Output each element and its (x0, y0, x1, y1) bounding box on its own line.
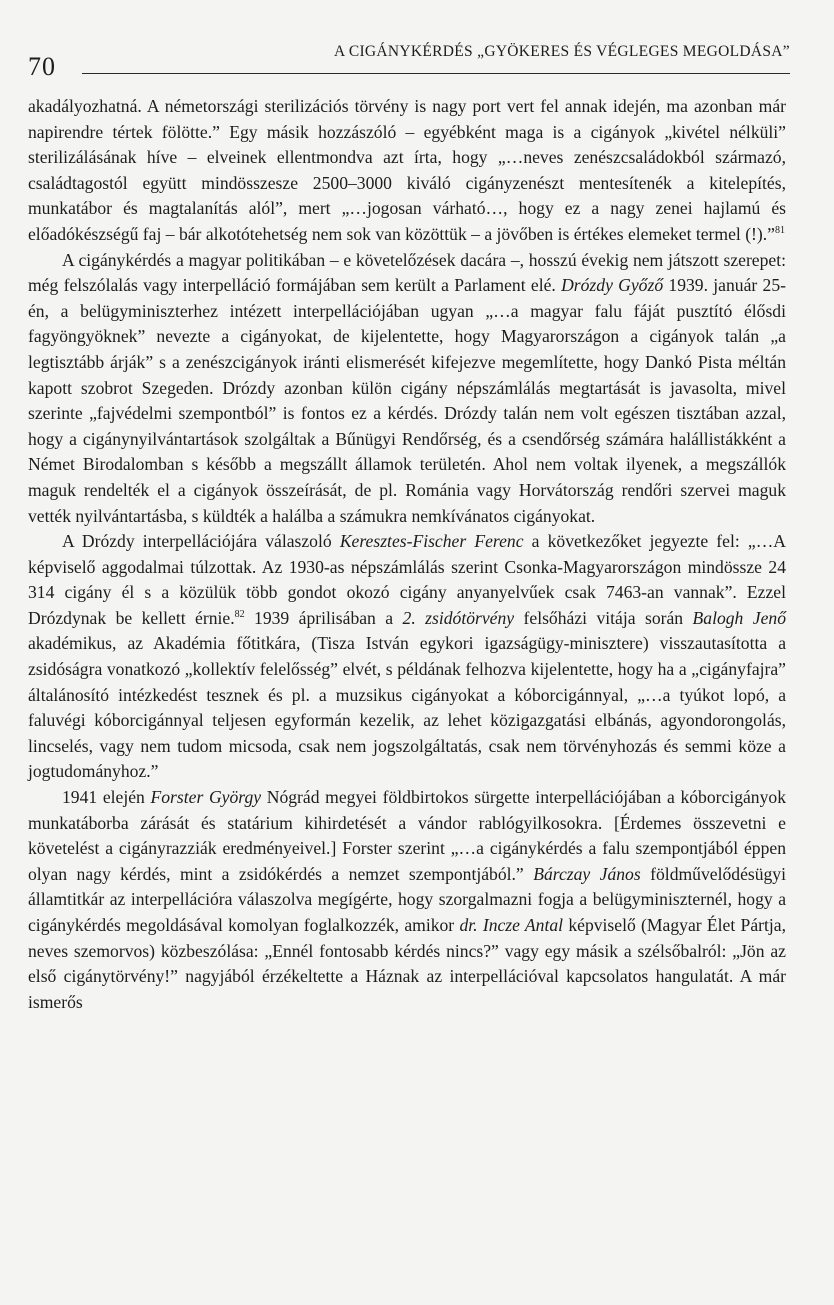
text-run: képviselő (Magyar Élet Pártja, neves szemorvos) közbeszólása: „Ennél fontosabb kérdés nincs?” vagy egy másik a szélsőbalról: „Jön az első cigánytörvény!” nagyjából érzékeltette a Háznak az interpellációval kapcsolatos hangulatát. A már ismerős (28, 915, 786, 1012)
text-run: földművelődésügyi államtitkár az interpellációra válaszolva megígérte, hogy szorgalmazni fogja a belügyminiszternél, hogy a cigánykérdés megoldásával komolyan foglalkozzék, amikor (28, 863, 786, 935)
text-run: felsőházi vitája során (514, 607, 693, 628)
paragraph (28, 94, 786, 248)
paragraph (28, 529, 786, 785)
header-rule (82, 73, 790, 74)
person-name: Forster György (150, 787, 262, 808)
paragraph (28, 785, 786, 1015)
text-run: Nógrád megyei földbirtokos sürgette interpellációjában a kóborcigányok munkatáborba zárását és statárium kihirdetését a vándor rablógyilkosokra. [Érdemes összevetni e követelést a cigányrazziák eredményeivel.] Forster szerint „…a cigánykérdés a falu szempontjából éppen olyan nagy kérdés, mint a zsidókérdés a nemzet szempontjából.” (28, 787, 786, 884)
body-text (28, 94, 786, 1015)
page-number: 70 (28, 52, 56, 81)
person-name: Keresztes-Fischer Ferenc (339, 531, 524, 552)
person-name: dr. Incze Antal (459, 915, 564, 935)
person-name: 2. zsidótörvény (402, 607, 515, 628)
text-run: 1939. január 25-én, a belügyminiszterhez intézett interpellációjában ugyan „…a magyar falu fáját pusztító élősdi fagyöngyöknek” nevezte a cigányokat, de kijelentette, hogy Magyarországon a cigányok talán „a legtisztább árják” s a zenészcigányok iránti elismerését kifejezve megemlítette, hogy Dankó Pista méltán kapott szobrot Szegeden. Drózdy azonban külön cigány népszámlálás megtartását is javasolta, mivel szerinte „fajvédelmi szempontból” is fontos ez a kérdés. Drózdy talán nem volt egészen tisztában azzal, hogy a cigánynyilvántartások szolgáltak a Bűnügyi Rendőrség, és a csendőrség számára halállistákként a Német Birodalomban s később a megszállt államok területén. Ahol nem voltak ilyenek, a megszállók maguk rendelték el a cigányok összeírását, de pl. Románia vagy Horvátország rendőri szervei maguk vették nyilvántartásba, s küldték a halálba a számukra nemkívánatos cigányokat. (28, 275, 786, 526)
text-run: 1939 áprilisában a (244, 607, 403, 628)
text-run: A Drózdy interpellációjára válaszoló (62, 531, 340, 552)
text-run: a következőket jegyezte fel: „…A képviselő aggodalmai túlzottak. Az 1930-as népszámlálás szerint Csonka-Magyarországon mindössze 24 314 cigány él s a közülük több gondot okozó cigány anyanyelvűek csak 7463-an vannak”. Ezzel Drózdynak be kellett érnie. (28, 531, 786, 628)
person-name: Bárczay János (533, 863, 641, 884)
person-name: Drózdy Győző (561, 275, 664, 296)
footnote-ref: 81 (774, 224, 785, 236)
running-header: A CIGÁNYKÉRDÉS „GYÖKERES ÉS VÉGLEGES MEGOLDÁSA” (334, 43, 790, 60)
text-run: A cigánykérdés a magyar politikában – e követelőzések dacára –, hosszú évekig nem játszott szerepet: még felszólalás vagy interpelláció formájában sem került a Parlament elé. (28, 249, 786, 296)
text-run: 1941 elején (62, 787, 151, 808)
person-name: Balogh Jenő (692, 607, 786, 628)
text-run: akadémikus, az Akadémia főtitkára, (Tisza István egykori igazságügy-minisztere) visszautasította a zsidóságra vonatkozó „kollektív felelősség” elvét, s példának felhozva kijelentette, hogy ha a „cigányfajra” általánosító intézkedést tesznek és pl. a muzsikus cigányokat a kóborcigánnyal, „…a tyúkot lopó, a faluvégi kóborcigánnyal teljesen egyformán kezelik, az lehet közigazgatási elbánás, agyondorongolás, lincselés, vagy nem tudom micsoda, csak nem jogszolgáltatás, csak nem törvényhozás és semmi köze a jogtudományhoz.” (28, 633, 786, 782)
text-run: akadályozhatná. A németországi sterilizációs törvény is nagy port vert fel annak idején, ma azonban már napirendre tértek fölötte.” Egy másik hozzászóló – egyébként maga is a cigányok „kivétel nélküli” sterilizálásának híve – elveinek ellentmondva azt írta, hogy „…neves zenészcsaládokból származó, családtagostól együtt mindösszesze 2500–3000 kiváló cigányzenészt mentesítenék a kitelepítés, munkatábor és magtalanítás alól”, mert „…jogosan várható…, hogy ez a nagy zenei hajlamú és előadókészségű faj – bár alkotótehetség nem sok van közöttük – a jövőben is értékes elemeket termel (!).” (28, 96, 786, 244)
paragraph (28, 248, 786, 530)
footnote-ref: 82 (234, 608, 245, 620)
